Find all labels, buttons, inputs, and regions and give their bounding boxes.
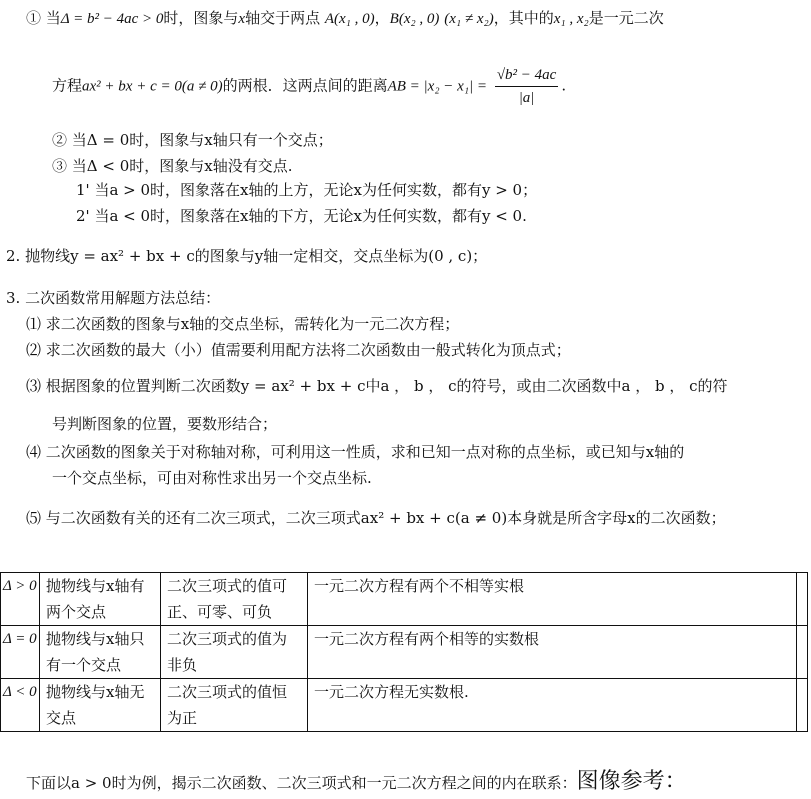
method-item: ⑵ 求二次函数的最大（小）值需要利用配方法将二次函数由一般式转化为顶点式； <box>26 341 571 359</box>
line-sub-a-positive: 1' 当a > 0时，图象落在x轴的上方，无论x为任何实数，都有y > 0； <box>76 181 538 199</box>
table-row: Δ < 0 抛物线与x轴无交点 二次三项式的值恒为正 一元二次方程无实数根. <box>1 679 808 732</box>
footer-line: 下面以a > 0时为例，揭示二次函数、二次三项式和一元二次方程之间的内在联系：图像参考： <box>26 769 687 794</box>
line-y-intercept: 2. 抛物线y = ax² + bx + c的图象与y轴一定相交，交点坐标为(0 , c)； <box>6 247 488 265</box>
line-case-delta-zero: ② 当Δ = 0时，图象与x轴只有一个交点； <box>52 131 333 149</box>
method-item: ⑷ 二次函数的图象关于对称轴对称，可利用这一性质，求和已知一点对称的点坐标，或已知与x轴的 <box>26 443 685 461</box>
method-item: ⑶ 根据图象的位置判断二次函数y = ax² + bx + c中a ， b ， c的符号，或由二次函数中a ， b ， c的符 <box>26 377 728 395</box>
table-row: Δ = 0 抛物线与x轴只有一个交点 二次三项式的值为非负 一元二次方程有两个相等的实数根 <box>1 626 808 679</box>
table-row: Δ > 0 抛物线与x轴有两个交点 二次三项式的值可正、可零、可负 一元二次方程有两个不相等实根 <box>1 573 808 626</box>
method-item: ⑴ 求二次函数的图象与x轴的交点坐标，需转化为一元二次方程； <box>26 315 460 333</box>
section-heading: 3. 二次函数常用解题方法总结： <box>6 289 221 307</box>
method-item: ⑸ 与二次函数有关的还有二次三项式，二次三项式ax² + bx + c(a ≠ 0)本身就是所含字母x的二次函数； <box>26 509 726 527</box>
method-item-cont: 号判断图象的位置，要数形结合； <box>52 415 278 433</box>
line-roots-distance: 方程ax² + bx + c = 0(a ≠ 0)的两根．这两点间的距离AB = |x₂ − x₁| = $\frac{\text{√b² − 4ac}}{|a|}$ . <box>52 64 566 109</box>
line-case-delta-negative: ③ 当Δ < 0时，图象与x轴没有交点. <box>52 157 293 175</box>
line-case-delta-positive: ① 当Δ = b² − 4ac > 0时，图象与x轴交于两点 A(x₁ , 0)，B(x₂ , 0) (x₁ ≠ x₂)，其中的x₁ , x₂是一元二次 <box>26 9 664 27</box>
marker: ① <box>26 9 42 27</box>
relationship-table <box>0 572 808 732</box>
distance-fraction: $\frac{\text{√b² − 4ac}}{|a|}$ <box>495 64 559 109</box>
line-sub-a-negative: 2' 当a < 0时，图象落在x轴的下方，无论x为任何实数，都有y < 0. <box>76 207 527 225</box>
method-item-cont: 一个交点坐标，可由对称性求出另一个交点坐标. <box>52 469 372 487</box>
